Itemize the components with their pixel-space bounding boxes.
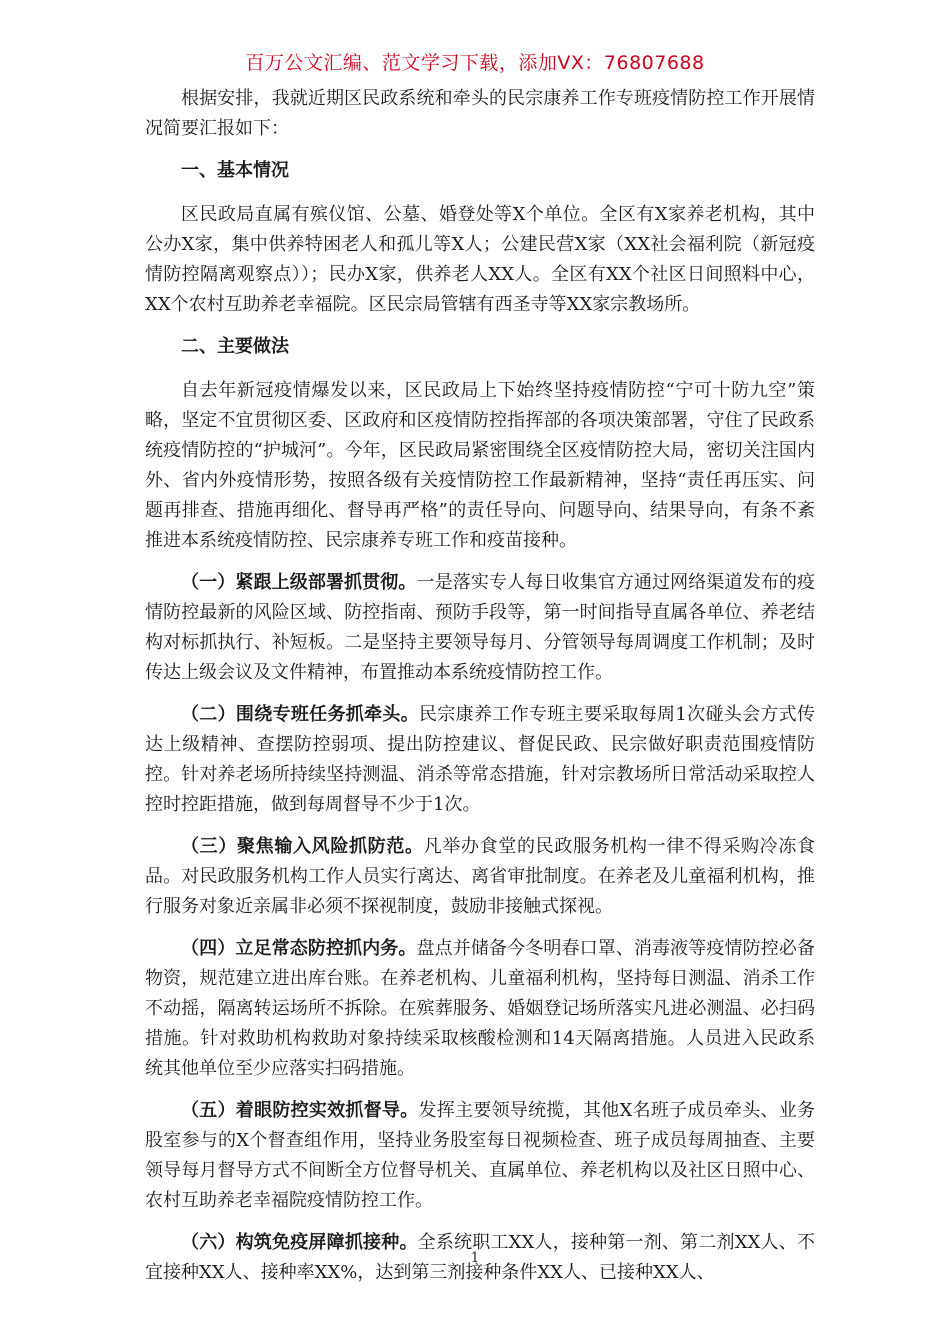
item-lead: （一）紧跟上级部署抓贯彻。 (181, 572, 417, 593)
item-lead: （三）聚焦输入风险抓防范。 (181, 836, 424, 857)
watermark-header: 百万公文汇编、范文学习下载，添加VX：76807688 (245, 52, 705, 74)
item-lead: （五）着眼防控实效抓督导。 (181, 1100, 419, 1121)
section-heading-basic: 一、基本情况 (181, 160, 289, 181)
item-text: 一是落实专人每日收集官方通过网络渠道发布的疫情防控最新的风险区域、防控指南、预防手段等，第一时间指导直属各单位、养老结构对标抓执行、补短板。二是坚持主要领导每月、分管领导每周调度工作机制；及时传达上级会议及文件精神，布置推动本系统疫情防控工作。 (145, 572, 815, 683)
item-lead: （四）立足常态防控抓内务。 (181, 938, 417, 959)
page-number: 1 (470, 1250, 480, 1266)
item-paragraph (145, 832, 815, 922)
item-lead: （六）构筑免疫屏障抓接种。 (181, 1232, 418, 1253)
item-paragraph (145, 1096, 815, 1216)
intro-paragraph: 根据安排，我就近期区民政系统和牵头的民宗康养工作专班疫情防控工作开展情况简要汇报如下： (145, 88, 815, 139)
document-body (145, 84, 815, 1300)
item-text: 民宗康养工作专班主要采取每周1次碰头会方式传达上级精神、查摆防控弱项、提出防控建议、督促民政、民宗做好职责范围疫情防控。针对养老场所持续坚持测温、消杀等常态措施，针对宗教场所日常活动采取控人控时控距措施，做到每周督导不少于1次。 (145, 704, 815, 815)
item-text: 凡举办食堂的民政服务机构一律不得采购冷冻食品。对民政服务机构工作人员实行离达、离省审批制度。在养老及儿童福利机构，推行服务对象近亲属非必须不探视制度，鼓励非接触式探视。 (145, 836, 816, 917)
item-text: 发挥主要领导统揽，其他X名班子成员牵头、业务股室参与的X个督查组作用，坚持业务股室每日视频检查、班子成员每周抽查、主要领导每月督导方式不间断全方位督导机关、直属单位、养老机构以及社区日照中心、农村互助养老幸福院疫情防控工作。 (145, 1100, 816, 1211)
item-paragraph (145, 700, 815, 820)
item-text: 全系统职工XX人，接种第一剂、第二剂XX人、不宜接种XX人、接种率XX%，达到第三剂接种条件XX人、已接种XX人、 (145, 1232, 815, 1283)
item-text: 盘点并储备今冬明春口罩、消毒液等疫情防控必备物资，规范建立进出库台账。在养老机构、儿童福利机构，坚持每日测温、消杀工作不动摇，隔离转运场所不拆除。在殡葬服务、婚姻登记场所落实凡进必测温、必扫码措施。针对救助机构救助对象持续采取核酸检测和14天隔离措施。人员进入民政系统其他单位至少应落实扫码措施。 (145, 938, 815, 1079)
item-paragraph (145, 934, 815, 1084)
section-paragraph-measures: 自去年新冠疫情爆发以来，区民政局上下始终坚持疫情防控“宁可十防九空”策略，坚定不宜贯彻区委、区政府和区疫情防控指挥部的各项决策部署，守住了民政系统疫情防控的“护城河”。今年，区民政局紧密围绕全区疫情防控大局，密切关注国内外、省内外疫情形势，按照各级有关疫情防控工作最新精神，坚持“责任再压实、问题再排查、措施再细化、督导再严格”的责任导向、问题导向、结果导向，有条不紊推进本系统疫情防控、民宗康养专班工作和疫苗接种。 (145, 380, 815, 551)
item-lead: （二）围绕专班任务抓牵头。 (181, 704, 420, 725)
section-paragraph-basic: 区民政局直属有殡仪馆、公墓、婚登处等X个单位。全区有X家养老机构，其中公办X家，集中供养特困老人和孤儿等X人；公建民营X家（XX社会福利院（新冠疫情防控隔离观察点））；民办X家，供养老人XX人。全区有XX个社区日间照料中心，XX个农村互助养老幸福院。区民宗局管辖有西圣寺等XX家宗教场所。 (145, 204, 815, 315)
section-heading-measures: 二、主要做法 (181, 336, 289, 357)
item-paragraph (145, 568, 815, 688)
